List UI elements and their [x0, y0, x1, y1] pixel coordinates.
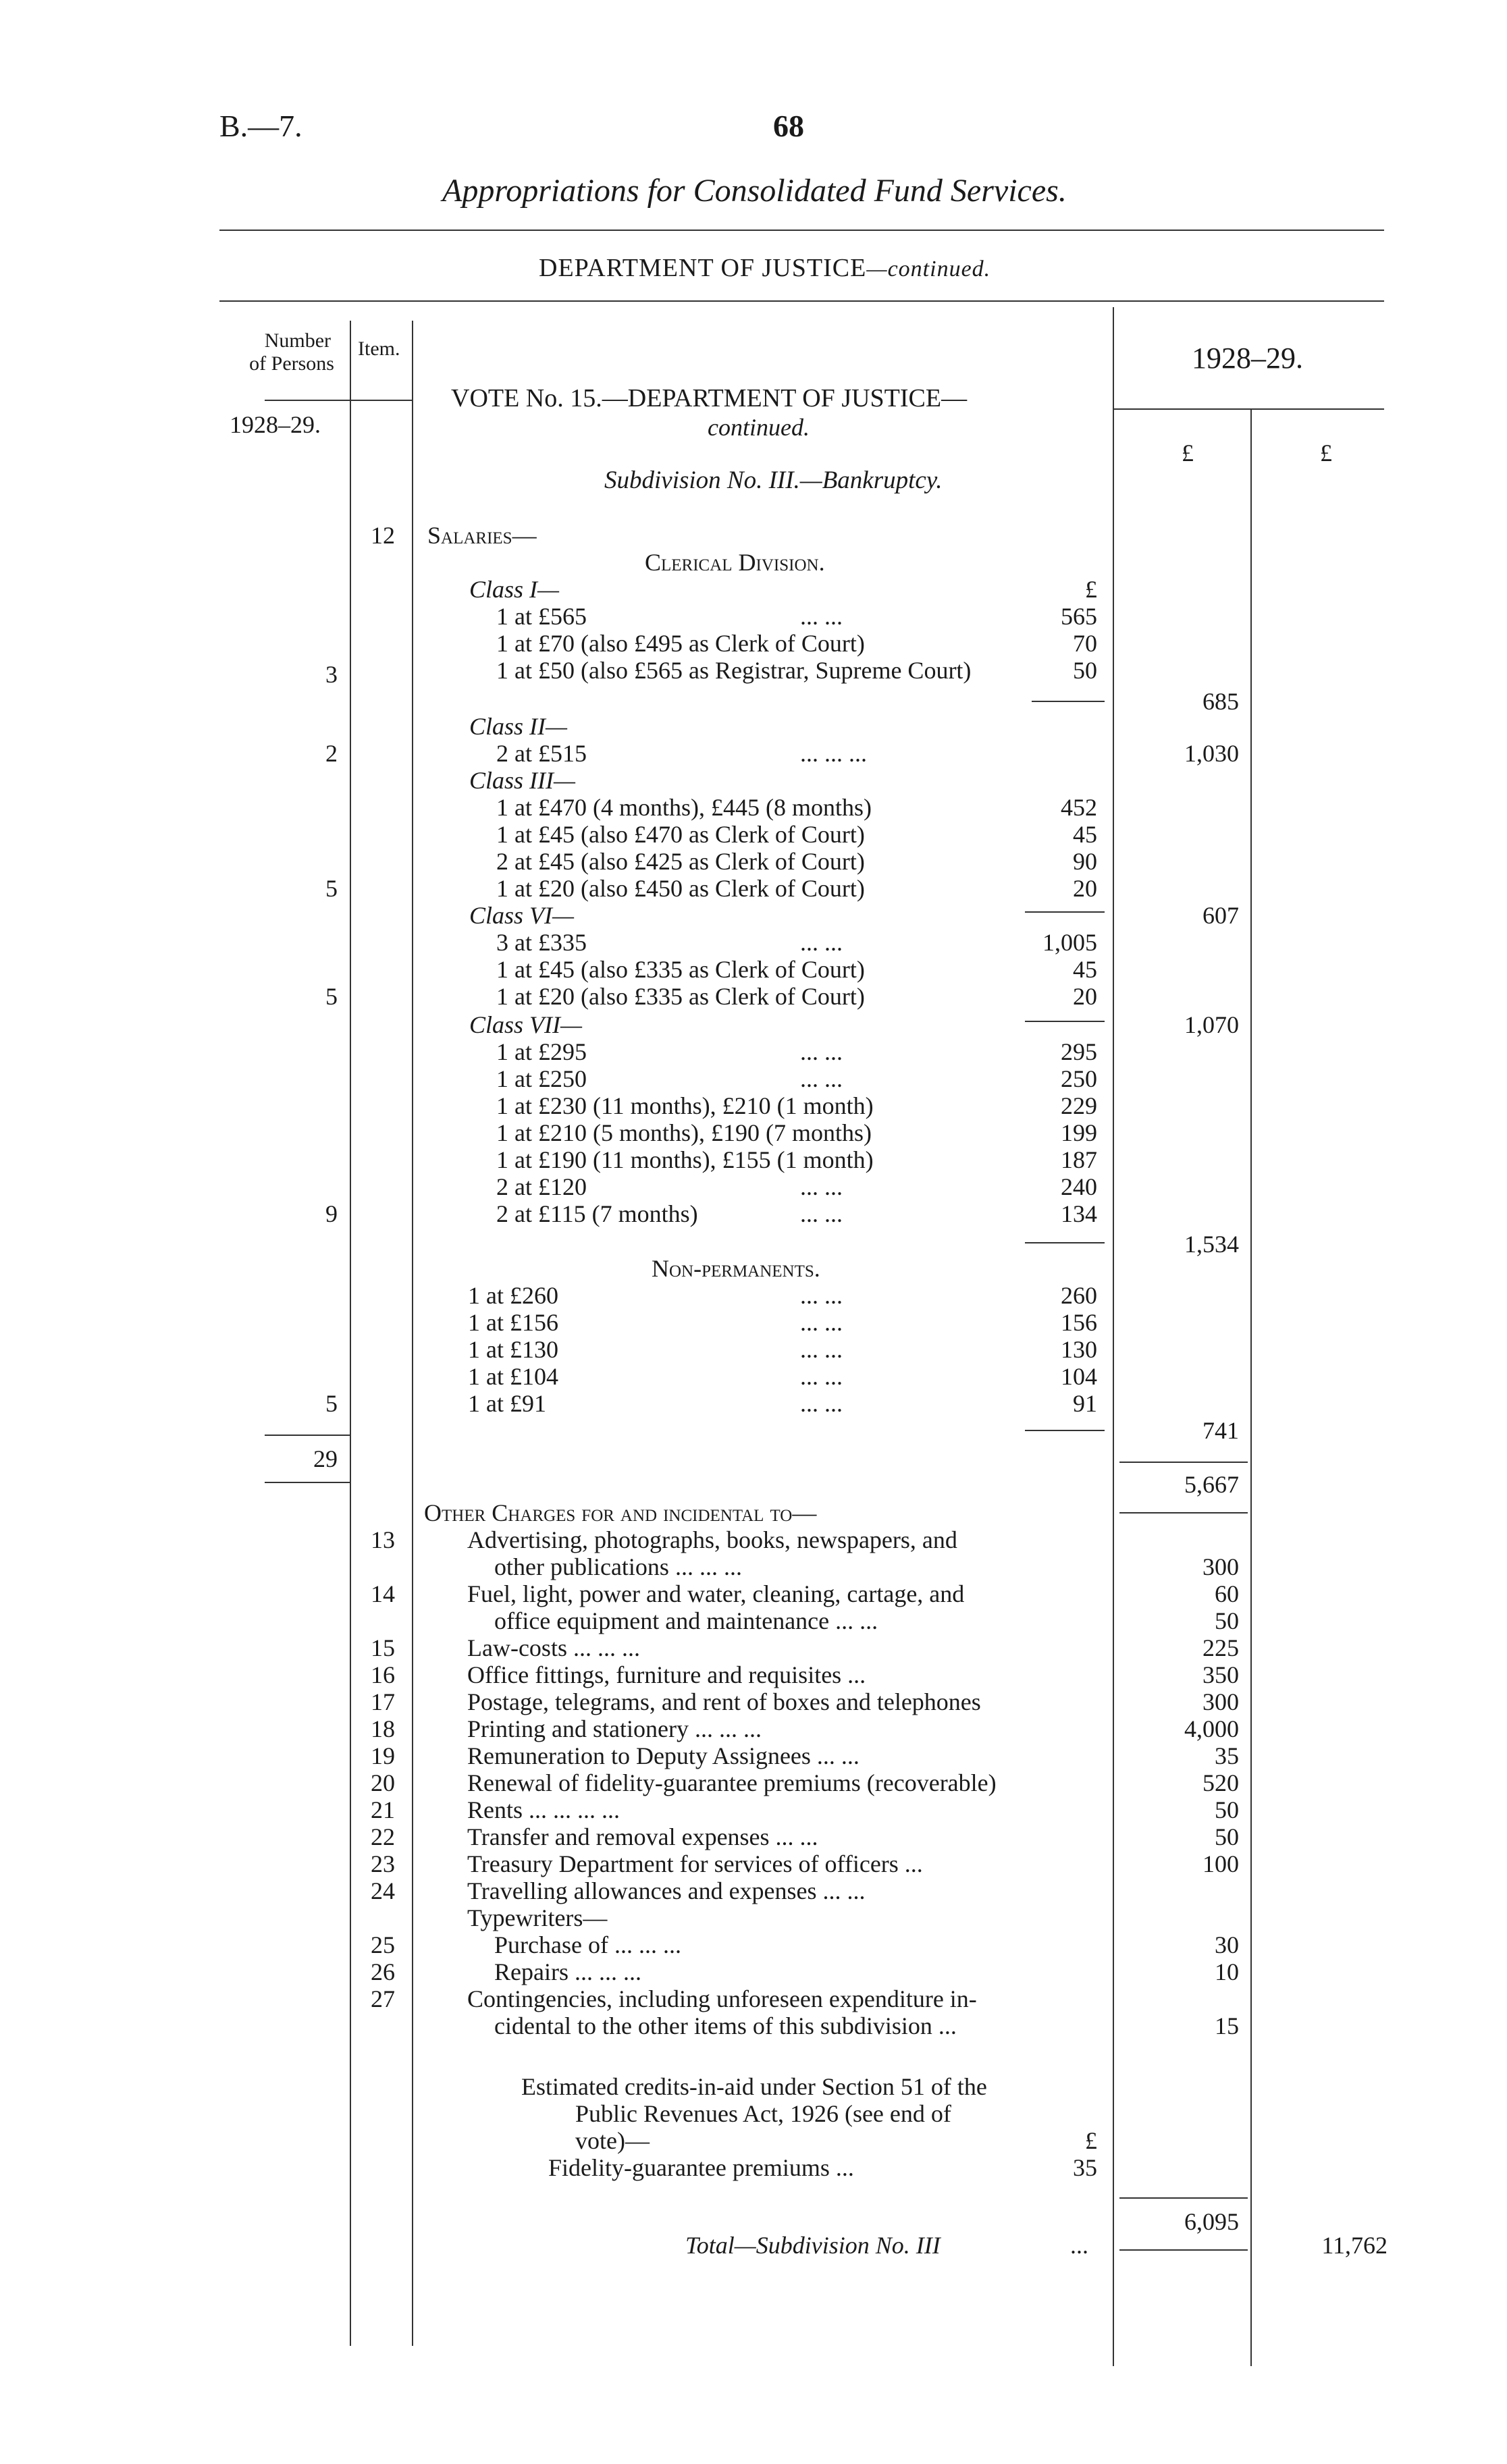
salary-amount: 20: [1073, 983, 1097, 1010]
charge-amount: 520: [1202, 1769, 1239, 1796]
subtotal-rule: [1025, 911, 1105, 913]
item-number: 17: [371, 1688, 395, 1715]
salary-amount: 250: [1061, 1065, 1097, 1092]
class-total: 741: [1202, 1417, 1239, 1444]
charge-line: Travelling allowances and expenses ... ...: [467, 1877, 866, 1904]
charge-amount: 15: [1215, 2012, 1239, 2039]
credits-line: vote)—: [575, 2127, 650, 2154]
class-total: 1,070: [1184, 1011, 1239, 1038]
dots: ... ...: [800, 1363, 843, 1390]
item-number: 21: [371, 1796, 395, 1823]
dots: ... ...: [800, 1282, 843, 1309]
salaries-total-rule-bottom: [1119, 1512, 1248, 1514]
charge-line: Renewal of fidelity-guarantee premiums (recoverable): [467, 1769, 997, 1796]
typewriters-heading: Typewriters—: [467, 1904, 608, 1931]
header-of-persons: of Persons: [249, 352, 334, 375]
charge-amount: 50: [1215, 1796, 1239, 1823]
charge-line: Transfer and removal expenses ... ...: [467, 1823, 818, 1850]
salary-line: 1 at £260: [468, 1282, 558, 1309]
charge-line: Contingencies, including unforeseen expenditure in-: [467, 1985, 977, 2012]
credits-line: Fidelity-guarantee premiums ...: [548, 2154, 854, 2181]
salary-amount: 187: [1061, 1146, 1097, 1173]
persons-count: 3: [325, 661, 338, 688]
salary-amount: 130: [1061, 1336, 1097, 1363]
non-permanents-heading: Non-permanents.: [652, 1255, 820, 1282]
dots: ... ...: [800, 1038, 843, 1065]
charge-amount: 4,000: [1184, 1715, 1239, 1742]
charge-line: Remuneration to Deputy Assignees ... ...: [467, 1742, 860, 1769]
table-top-rule: [219, 300, 1384, 302]
pound-header-1: £: [1182, 439, 1194, 466]
vote-heading: VOTE No. 15.—DEPARTMENT OF JUSTICE—: [451, 384, 968, 412]
salary-amount: 91: [1073, 1390, 1097, 1417]
salaries-heading: Salaries—: [427, 522, 537, 549]
class-total: 1,534: [1184, 1231, 1239, 1258]
pound-symbol: £: [1085, 576, 1097, 603]
credits-line: Public Revenues Act, 1926 (see end of: [575, 2100, 951, 2127]
persons-total-rule: [265, 1435, 350, 1436]
salary-line: 1 at £70 (also £495 as Clerk of Court): [496, 630, 865, 657]
subdivision-subtotal: 6,095: [1184, 2208, 1239, 2235]
item-number: 19: [371, 1742, 395, 1769]
persons-total-rule-bottom: [265, 1482, 350, 1483]
salary-amount: 240: [1061, 1173, 1097, 1200]
class-total: 685: [1202, 688, 1239, 715]
class-label: Class I—: [469, 576, 560, 603]
charge-amount: 350: [1202, 1661, 1239, 1688]
class-total: 1,030: [1184, 740, 1239, 767]
persons-count: 5: [325, 875, 338, 902]
charge-amount: 225: [1202, 1634, 1239, 1661]
charge-line: Printing and stationery ... ... ...: [467, 1715, 762, 1742]
page-title: Appropriations for Consolidated Fund Services.: [442, 173, 1067, 209]
item-number: 15: [371, 1634, 395, 1661]
col-divider-total: [1250, 408, 1252, 2366]
salaries-total-rule: [1119, 1462, 1248, 1463]
dots: ... ...: [800, 929, 843, 956]
salary-line: 1 at £20 (also £450 as Clerk of Court): [496, 875, 865, 902]
salaries-total: 5,667: [1184, 1471, 1239, 1498]
class-label: Class VI—: [469, 902, 575, 929]
charge-amount: 10: [1215, 1958, 1239, 1985]
item-number: 20: [371, 1769, 395, 1796]
persons-count: 2: [325, 740, 338, 767]
total-dots: ...: [1070, 2232, 1088, 2259]
department-continued: —continued.: [866, 257, 991, 282]
salary-line: 2 at £120: [496, 1173, 587, 1200]
persons-header-rule: [265, 400, 412, 401]
charge-amount: 300: [1202, 1688, 1239, 1715]
charge-line: Treasury Department for services of officers ...: [467, 1850, 923, 1877]
class-total: 607: [1202, 902, 1239, 929]
dots: ... ... ...: [800, 740, 867, 767]
salary-line: 1 at £20 (also £335 as Clerk of Court): [496, 983, 865, 1010]
salary-line: 1 at £295: [496, 1038, 587, 1065]
department-heading: [539, 253, 990, 283]
salary-line: 1 at £156: [468, 1309, 558, 1336]
subtotal-bottom-rule: [1119, 2249, 1248, 2251]
charge-line: Fuel, light, power and water, cleaning, cartage, and: [467, 1580, 965, 1607]
salary-line: 1 at £104: [468, 1363, 558, 1390]
charge-amount: 30: [1215, 1931, 1239, 1958]
salary-amount: 295: [1061, 1038, 1097, 1065]
dots: ... ...: [800, 603, 843, 630]
subdivision-heading: Subdivision No. III.—Bankruptcy.: [604, 466, 943, 494]
salary-amount: 50: [1073, 657, 1097, 684]
salary-amount: 90: [1073, 848, 1097, 875]
subtotal-rule: [1025, 1430, 1105, 1431]
dots: ... ...: [800, 1200, 843, 1227]
subtotal-rule: [1025, 1242, 1105, 1243]
item-number: 23: [371, 1850, 395, 1877]
salary-amount: 134: [1061, 1200, 1097, 1227]
item-number: 14: [371, 1580, 395, 1607]
page-ref: B.—7.: [219, 109, 302, 143]
col-divider-item: [412, 321, 413, 2346]
salary-line: 3 at £335: [496, 929, 587, 956]
dots: ... ...: [800, 1065, 843, 1092]
department-main: DEPARTMENT OF JUSTICE: [539, 254, 867, 282]
salary-line: 1 at £50 (also £565 as Registrar, Supreme Court): [496, 657, 972, 684]
dots: ... ...: [800, 1336, 843, 1363]
year-header-rule: [1113, 408, 1384, 410]
salary-line: 1 at £230 (11 months), £210 (1 month): [496, 1092, 874, 1119]
class-label: Class VII—: [469, 1011, 583, 1038]
subdivision-total-label: Total—Subdivision No. III: [685, 2232, 941, 2259]
item-number: 13: [371, 1526, 395, 1553]
item-number: 22: [371, 1823, 395, 1850]
other-charges-heading: Other Charges for and incidental to—: [424, 1499, 817, 1526]
item-number: 18: [371, 1715, 395, 1742]
header-item: Item.: [358, 338, 400, 360]
credits-pound: £: [1085, 2127, 1097, 2154]
persons-count: 5: [325, 983, 338, 1010]
salary-amount: 20: [1073, 875, 1097, 902]
persons-count: 5: [325, 1390, 338, 1417]
charge-amount: 300: [1202, 1553, 1239, 1580]
salary-line: 1 at £45 (also £470 as Clerk of Court): [496, 821, 865, 848]
salary-amount: 199: [1061, 1119, 1097, 1146]
header-number-persons: Number: [264, 329, 331, 352]
pound-header-2: £: [1320, 439, 1332, 466]
title-rule: [219, 230, 1384, 231]
salary-amount: 452: [1061, 794, 1097, 821]
col-divider-amount: [1113, 307, 1114, 2366]
header-year-left: 1928–29.: [230, 411, 321, 438]
class-label: Class II—: [469, 713, 568, 740]
salary-line: 1 at £250: [496, 1065, 587, 1092]
charge-line: Purchase of ... ... ...: [494, 1931, 681, 1958]
clerical-division-heading: Clerical Division.: [645, 549, 825, 576]
credits-line: Estimated credits-in-aid under Section 51 of the: [521, 2073, 987, 2100]
salary-line: 1 at £45 (also £335 as Clerk of Court): [496, 956, 865, 983]
charge-line: office equipment and maintenance ... ...: [494, 1607, 878, 1634]
salary-amount: 156: [1061, 1309, 1097, 1336]
salary-amount: 104: [1061, 1363, 1097, 1390]
dots: ... ...: [800, 1390, 843, 1417]
salary-line: 1 at £470 (4 months), £445 (8 months): [496, 794, 872, 821]
charge-amount: 50: [1215, 1823, 1239, 1850]
charge-amount: 100: [1202, 1850, 1239, 1877]
item-number: 25: [371, 1931, 395, 1958]
grand-total: 11,762: [1321, 2232, 1387, 2259]
charge-line: cidental to the other items of this subdivision ...: [494, 2012, 957, 2039]
credits-amount: 35: [1073, 2154, 1097, 2181]
col-divider-persons: [350, 321, 351, 2346]
salary-amount: 70: [1073, 630, 1097, 657]
page-number: 68: [773, 109, 804, 143]
vote-continued: continued.: [708, 414, 810, 441]
charge-line: Office fittings, furniture and requisites ...: [467, 1661, 866, 1688]
item-number: 16: [371, 1661, 395, 1688]
item-number: 27: [371, 1985, 395, 2012]
salary-amount: 229: [1061, 1092, 1097, 1119]
item-number: 12: [371, 522, 395, 549]
salary-line: 2 at £515: [496, 740, 587, 767]
salary-line: 2 at £45 (also £425 as Clerk of Court): [496, 848, 865, 875]
salary-amount: 565: [1061, 603, 1097, 630]
charge-line: Postage, telegrams, and rent of boxes and telephones: [467, 1688, 981, 1715]
salary-line: 1 at £565: [496, 603, 587, 630]
item-number: 24: [371, 1877, 395, 1904]
salary-line: 1 at £190 (11 months), £155 (1 month): [496, 1146, 874, 1173]
header-year-right: 1928–29.: [1192, 342, 1303, 375]
dots: ... ...: [800, 1309, 843, 1336]
charge-line: Advertising, photographs, books, newspapers, and: [467, 1526, 957, 1553]
subtotal-rule: [1025, 1021, 1105, 1022]
dots: ... ...: [800, 1173, 843, 1200]
salary-line: 2 at £115 (7 months): [496, 1200, 698, 1227]
salary-amount: 260: [1061, 1282, 1097, 1309]
charge-amount: 35: [1215, 1742, 1239, 1769]
charge-line: Rents ... ... ... ...: [467, 1796, 620, 1823]
salary-line: 1 at £130: [468, 1336, 558, 1363]
salary-amount: 45: [1073, 956, 1097, 983]
persons-total: 29: [313, 1445, 338, 1472]
salary-line: 1 at £91: [468, 1390, 546, 1417]
class-label: Class III—: [469, 767, 576, 794]
charge-line: Law-costs ... ... ...: [467, 1634, 640, 1661]
salary-line: 1 at £210 (5 months), £190 (7 months): [496, 1119, 872, 1146]
item-number: 26: [371, 1958, 395, 1985]
charge-amount: 50: [1215, 1607, 1239, 1634]
charge-amount: 60: [1215, 1580, 1239, 1607]
persons-count: 9: [325, 1200, 338, 1227]
subtotal-rule: [1032, 701, 1105, 702]
charge-line: Repairs ... ... ...: [494, 1958, 641, 1985]
charge-line: other publications ... ... ...: [494, 1553, 742, 1580]
salary-amount: 45: [1073, 821, 1097, 848]
subtotal-top-rule: [1119, 2197, 1248, 2199]
salary-amount: 1,005: [1042, 929, 1097, 956]
